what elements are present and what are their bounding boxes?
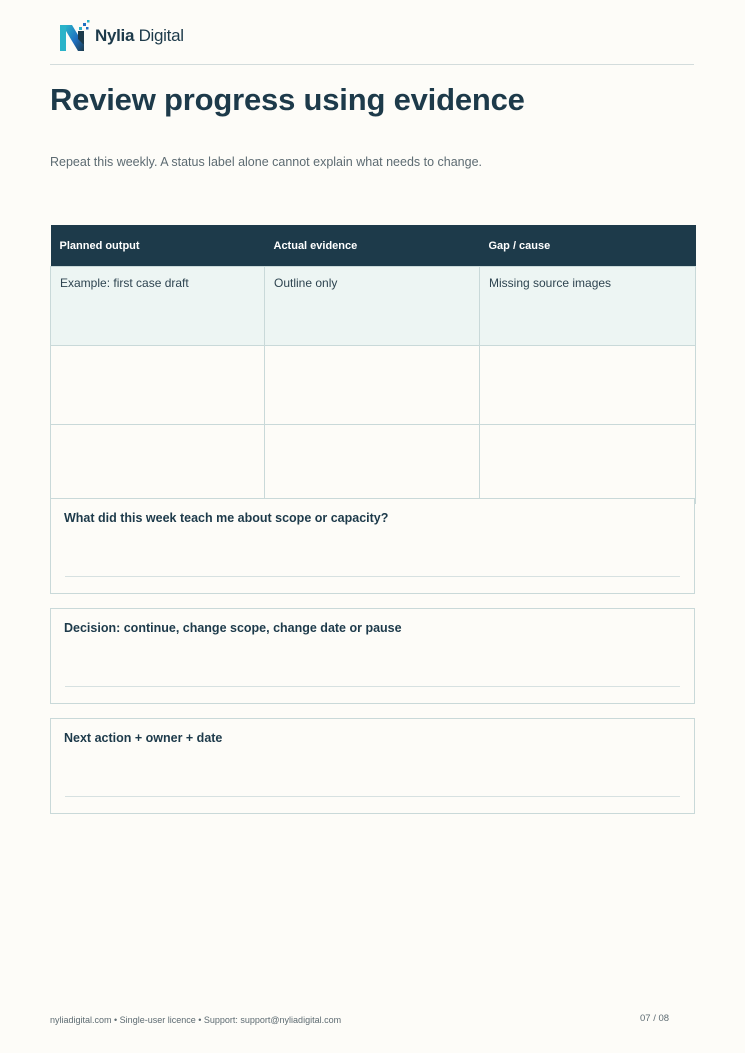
progress-table: [50, 225, 696, 504]
page-subtitle: Repeat this weekly. A status label alone cannot explain what needs to change.: [50, 155, 483, 169]
footer-contact: nyliadigital.com • Single-user licence • Support: support@nyliadigital.com: [50, 1015, 342, 1025]
header-planned-output: Planned output: [51, 225, 265, 267]
page-header: [50, 18, 694, 65]
table-row: [51, 267, 696, 346]
table-cell[interactable]: [480, 346, 696, 425]
table-cell[interactable]: [480, 425, 696, 504]
answer-line[interactable]: [65, 576, 680, 577]
answer-line[interactable]: [65, 796, 680, 797]
prompt-label: Decision: continue, change scope, change date or pause: [64, 621, 402, 635]
table-header-row: [51, 225, 696, 267]
table-cell[interactable]: Outline only: [265, 267, 480, 346]
page-title: Review progress using evidence: [50, 82, 525, 117]
header-actual-evidence: Actual evidence: [265, 225, 480, 267]
brand-name-light: Digital: [138, 26, 184, 45]
table-cell[interactable]: [265, 346, 480, 425]
table-row: [51, 425, 696, 504]
table-cell[interactable]: [265, 425, 480, 504]
brand-name: [95, 26, 184, 46]
table-cell[interactable]: Missing source images: [480, 267, 696, 346]
prompt-label: What did this week teach me about scope or capacity?: [64, 511, 389, 525]
table-cell[interactable]: Example: first case draft: [51, 267, 265, 346]
decision-prompt-box: [50, 608, 695, 704]
next-action-prompt-box: [50, 718, 695, 814]
brand-logo: [58, 18, 184, 54]
nylia-n-logo-icon: [58, 19, 92, 53]
answer-line[interactable]: [65, 686, 680, 687]
header-gap-cause: Gap / cause: [480, 225, 696, 267]
table-cell[interactable]: [51, 346, 265, 425]
table-cell[interactable]: [51, 425, 265, 504]
table-row: [51, 346, 696, 425]
prompt-label: Next action + owner + date: [64, 731, 223, 745]
brand-name-bold: Nylia: [95, 26, 135, 45]
scope-capacity-prompt-box: [50, 498, 695, 594]
page-number: 07 / 08: [640, 1013, 670, 1024]
